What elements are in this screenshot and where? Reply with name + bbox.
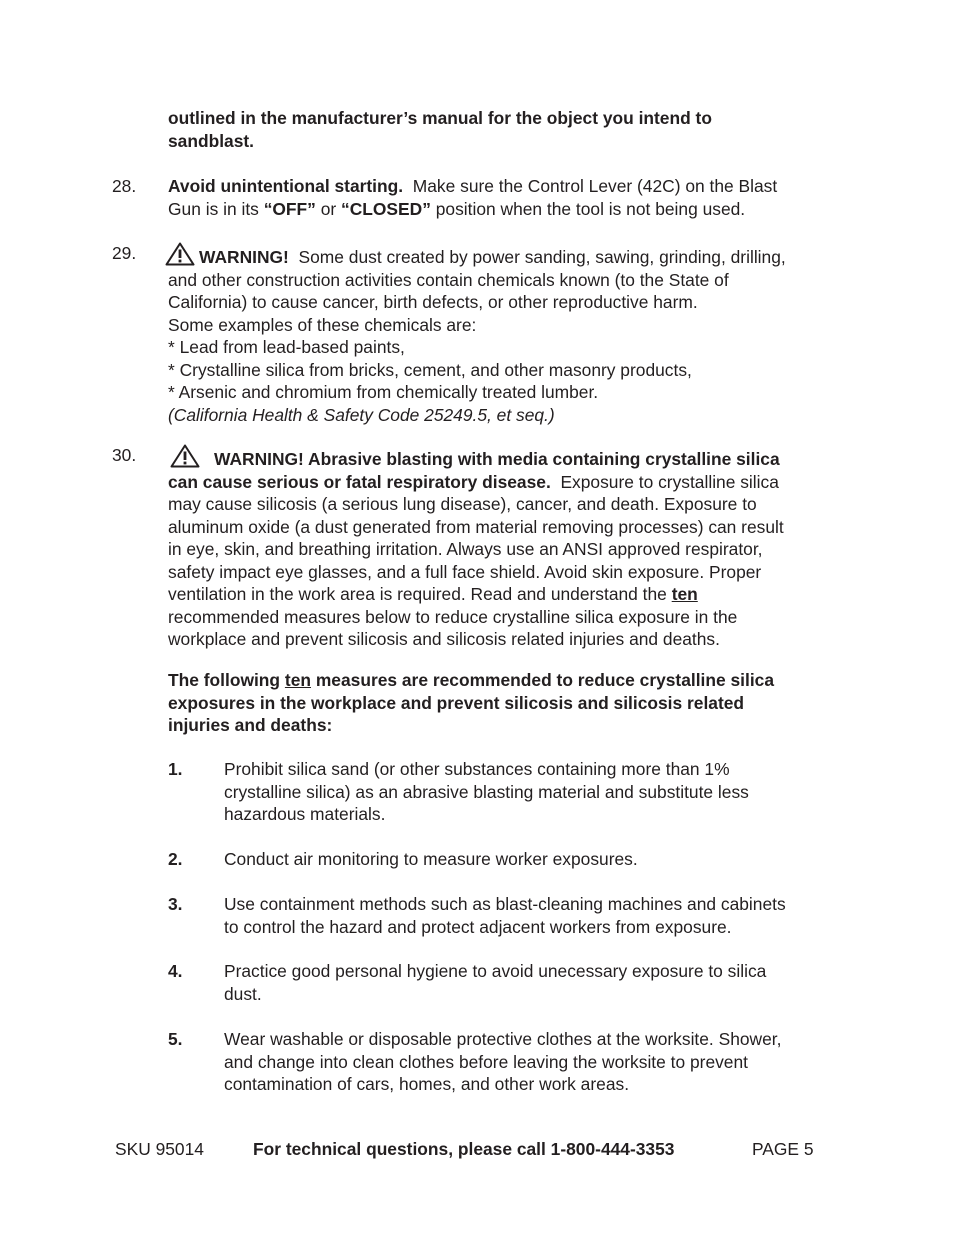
item-29-line: California) to cause cancer, birth defects, or other reproductive harm. xyxy=(168,292,698,312)
item-29-citation: (California Health & Safety Code 25249.5, et seq.) xyxy=(168,404,555,425)
warning-triangle-icon xyxy=(165,242,195,266)
warning-triangle-icon xyxy=(170,444,200,468)
warning-heading: WARNING! Abrasive blasting with media containing crystalline silica xyxy=(214,449,780,469)
measure-line: Practice good personal hygiene to avoid unecessary exposure to silica xyxy=(224,961,767,981)
item-30-line: aluminum oxide (a dust generated from material removing processes) can result xyxy=(168,516,784,537)
item-30-line: may cause silicosis (a serious lung disease), cancer, and death. Exposure to xyxy=(168,494,757,514)
measure-line: Prohibit silica sand (or other substances containing more than 1% xyxy=(224,759,730,779)
footer-page-number: PAGE 5 xyxy=(752,1139,814,1159)
off-label: “OFF” xyxy=(263,198,316,219)
item-30-line xyxy=(168,471,848,494)
item-30-line: in eye, skin, and breathing irritation. Always use an ANSI approved respirator, xyxy=(168,539,763,559)
item-29-line xyxy=(168,242,848,269)
list-item xyxy=(224,893,844,938)
measure-line: to control the hazard and protect adjacent workers from exposure. xyxy=(224,916,732,937)
intro-paragraph xyxy=(168,107,848,152)
item-29-line: * Crystalline silica from bricks, cement, and other masonry products, xyxy=(168,359,692,380)
item-28-text: Gun is in its xyxy=(168,198,259,219)
measure-line: hazardous materials. xyxy=(224,804,386,824)
measure-number: 1. xyxy=(168,759,183,779)
measures-intro-line: exposures in the workplace and prevent silicosis and silicosis related xyxy=(168,692,745,713)
ten-emphasis: ten xyxy=(671,584,698,604)
item-number: 29. xyxy=(112,243,137,263)
item-29 xyxy=(168,242,848,426)
measure-number: 3. xyxy=(168,894,183,914)
measure-number: 2. xyxy=(168,849,183,869)
item-30-line xyxy=(168,583,848,606)
measure-number: 4. xyxy=(168,961,183,981)
measures-intro-line: injuries and deaths: xyxy=(168,715,333,735)
item-30-line: recommended measures below to reduce crystalline silica exposure in the xyxy=(168,606,738,627)
item-29-line: Some examples of these chemicals are: xyxy=(168,314,477,335)
item-28-text: position when the tool is not being used. xyxy=(435,198,746,219)
measures-intro-line xyxy=(168,669,848,692)
measure-line: crystalline silica) as an abrasive blasting material and substitute less xyxy=(224,781,749,802)
item-28-line xyxy=(168,175,848,198)
item-28-text: or xyxy=(320,198,337,219)
item-30 xyxy=(168,444,848,651)
closed-label: “CLOSED” xyxy=(341,198,431,219)
item-number: 28. xyxy=(112,176,137,196)
item-30-line: safety impact eye glasses, and a full face shield. Avoid skin exposure. Proper xyxy=(168,561,762,582)
footer-contact: For technical questions, please call 1-800-444-3353 xyxy=(253,1139,675,1159)
measure-line: contamination of cars, homes, and other work areas. xyxy=(224,1074,630,1094)
warning-label: WARNING! xyxy=(199,247,289,267)
item-number: 30. xyxy=(112,445,137,465)
list-item xyxy=(224,758,844,826)
measures-intro-text: The following xyxy=(168,670,281,690)
item-30-line xyxy=(168,444,848,471)
measure-line: dust. xyxy=(224,983,262,1004)
item-30-text: Exposure to crystalline silica xyxy=(560,471,779,492)
measure-line: and change into clean clothes before leaving the worksite to prevent xyxy=(224,1051,748,1072)
item-30-line: workplace and prevent silicosis and silicosis related injuries and deaths. xyxy=(168,629,720,649)
item-29-line: * Lead from lead-based paints, xyxy=(168,337,405,357)
measure-number: 5. xyxy=(168,1029,183,1049)
list-item xyxy=(224,1028,844,1096)
item-28-lead: Avoid unintentional starting. xyxy=(168,176,404,196)
measures-intro xyxy=(168,669,848,737)
item-28-line xyxy=(168,198,848,221)
warning-heading: can cause serious or fatal respiratory disease. xyxy=(168,471,551,492)
item-28 xyxy=(168,175,848,220)
intro-line: outlined in the manufacturer’s manual for the object you intend to xyxy=(168,108,712,128)
item-29-line: and other construction activities contain chemicals known (to the State of xyxy=(168,269,729,290)
item-28-text: Make sure the Control Lever (42C) on the Blast xyxy=(412,176,778,196)
measure-line: Wear washable or disposable protective clothes at the worksite. Shower, xyxy=(224,1029,782,1049)
measures-intro-text: measures are recommended to reduce crystalline silica xyxy=(315,670,775,690)
list-item xyxy=(224,960,844,1005)
item-29-line: * Arsenic and chromium from chemically treated lumber. xyxy=(168,382,599,402)
intro-line: sandblast. xyxy=(168,130,255,151)
item-29-text: Some dust created by power sanding, sawing, grinding, drilling, xyxy=(298,247,786,267)
ten-emphasis: ten xyxy=(284,670,311,690)
measure-line: Use containment methods such as blast-cleaning machines and cabinets xyxy=(224,894,786,914)
list-item xyxy=(224,848,844,871)
footer-sku: SKU 95014 xyxy=(115,1139,204,1159)
item-30-text: ventilation in the work area is required. Read and understand the xyxy=(168,584,667,604)
measure-line: Conduct air monitoring to measure worker exposures. xyxy=(224,849,638,869)
